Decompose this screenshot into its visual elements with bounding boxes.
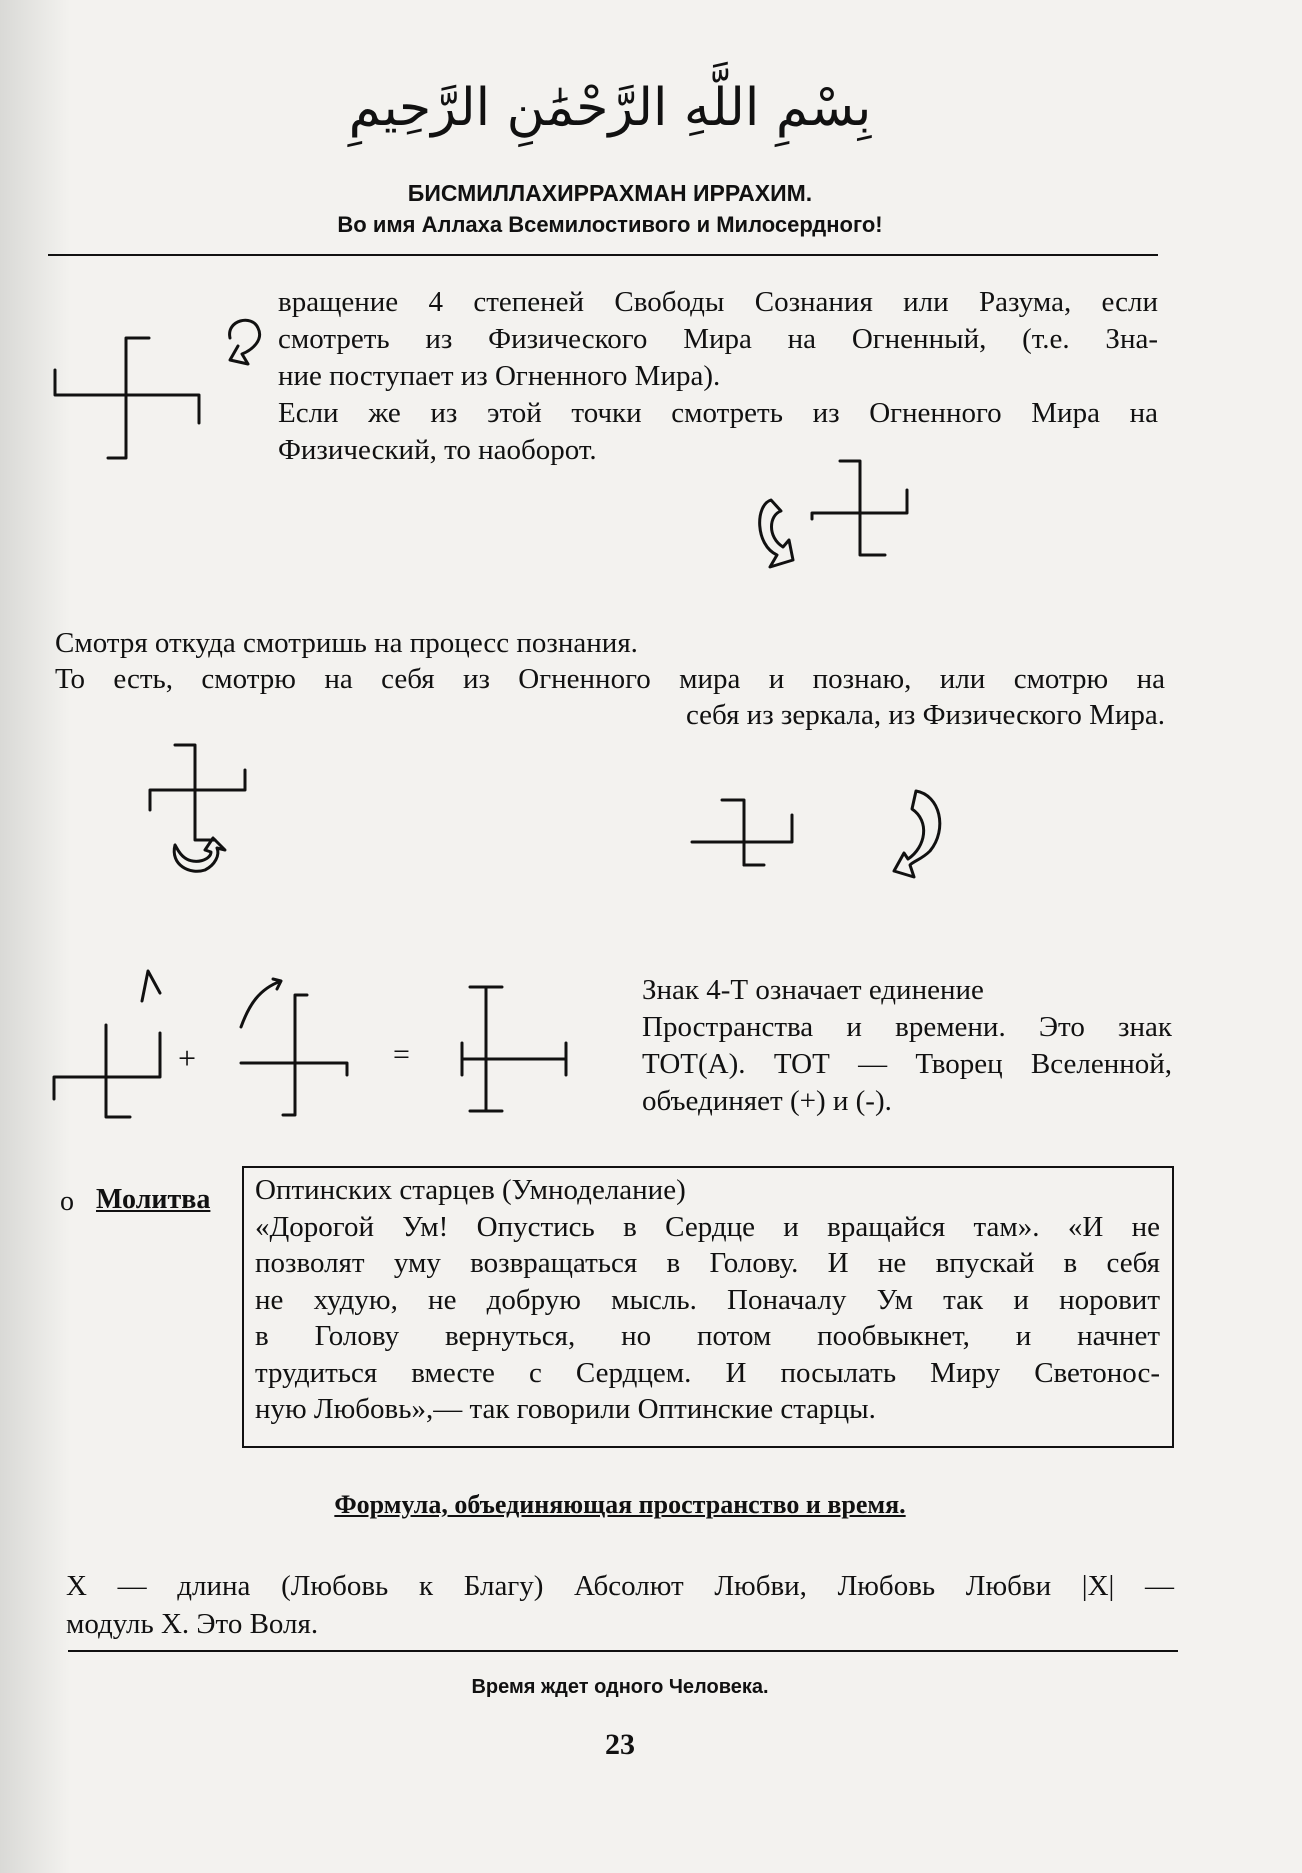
cross-shape — [462, 987, 566, 1111]
sign-description — [642, 972, 1172, 1120]
prayer-line-4: не худую, не добрую мысль. Поначалу Ум так и норовит — [255, 1283, 1160, 1316]
rotation-cross-left — [52, 325, 202, 465]
cross-shape — [55, 338, 199, 458]
formula-line-2: модуль Х. Это Воля. — [66, 1608, 319, 1640]
sign-line-3: ТОТ(А). ТОТ — Творец Вселенной, — [642, 1048, 1172, 1080]
header-title: БИСМИЛЛАХИРРАХМАН ИРРАХИМ. — [407, 180, 813, 206]
cross-shape — [241, 995, 347, 1115]
section1-line-4: Если же из этой точки смотреть из Огненного Мира на — [278, 397, 1158, 429]
cross-shape — [692, 800, 792, 865]
section2-line-3: себя из зеркала, из Физического Мира. — [685, 699, 1165, 731]
cross-center — [692, 795, 802, 905]
page-edge-shadow — [0, 0, 70, 1873]
plus-sign: + — [178, 1040, 197, 1076]
cross-shape — [812, 461, 907, 555]
section1-line-1: вращение 4 степеней Свободы Сознания или Разума, если — [278, 286, 1158, 318]
sign-line-1: Знак 4-Т означает единение — [642, 974, 984, 1006]
section1-line-2: смотреть из Физического Мира на Огненный, (т.е. Зна- — [278, 323, 1158, 355]
section2-line-1: Смотря откуда смотришь на процесс познания. — [55, 627, 638, 659]
curved-arrow-right — [890, 785, 950, 890]
footer-text: Время ждет одного Человека. — [471, 1676, 769, 1698]
equation-cross-2 — [235, 975, 360, 1125]
sign-line-4: объединяет (+) и (-). — [642, 1085, 892, 1117]
cross-with-arrow-below — [145, 740, 255, 890]
cross-shape — [150, 745, 245, 840]
footer-rule — [68, 1650, 1178, 1652]
equals-sign: = — [393, 1038, 410, 1071]
section1-line-5: Физический, то наоборот. — [278, 434, 597, 466]
header-rule — [48, 254, 1158, 256]
cross-shape — [54, 1025, 160, 1117]
prayer-line-2: «Дорогой Ум! Опустись в Сердце и вращайся там». «И не — [255, 1210, 1160, 1243]
curved-arrow-icon — [760, 500, 793, 567]
rotation-cross-right — [755, 455, 915, 565]
bullet: о — [60, 1186, 74, 1217]
prayer-line-5: в Голову вернуться, но потом пообвыкнет, и начнет — [255, 1320, 1160, 1352]
prayer-line-7: ную Любовь»,— так говорили Оптинские старцы. — [255, 1393, 876, 1425]
curved-arrow-icon — [894, 791, 940, 877]
equation-cross-1 — [52, 965, 172, 1125]
prayer-text — [255, 1172, 1160, 1428]
header-subtitle: Во имя Аллаха Всемилостивого и Милосердного! — [337, 212, 883, 237]
sign-line-2: Пространства и времени. Это знак — [642, 1011, 1172, 1043]
arabic-calligraphy: بِسْمِ اللَّهِ الرَّحْمَٰنِ الرَّحِيمِ — [348, 78, 872, 138]
section1-text — [278, 284, 1158, 469]
formula-title: Формула, объединяющая пространство и время. — [334, 1490, 906, 1519]
prayer-line-3: позволят уму возвращаться в Голову. И не впускай в себя — [255, 1247, 1160, 1279]
prayer-line-6: трудиться вместе с Сердцем. И посылать Миру Светонос- — [255, 1356, 1160, 1389]
page-number: 23 — [605, 1728, 635, 1761]
formula-line-1: Х — длина (Любовь к Благу) Абсолют Любви, Любовь Любви |Х| — — [66, 1570, 1174, 1602]
arrow-icon — [241, 979, 281, 1027]
curved-arrow-icon — [174, 838, 225, 871]
section1-line-3: ние поступает из Огненного Мира). — [278, 360, 721, 392]
curved-arrow-icon — [222, 310, 272, 370]
arrow-icon — [142, 971, 160, 1001]
prayer-line-1: Оптинских старцев (Умноделание) — [255, 1174, 686, 1206]
tot-sign — [458, 985, 573, 1125]
prayer-label: Молитва — [96, 1184, 211, 1215]
section2-line-2: То есть, смотрю на себя из Огненного мира и познаю, или смотрю на — [55, 663, 1165, 695]
